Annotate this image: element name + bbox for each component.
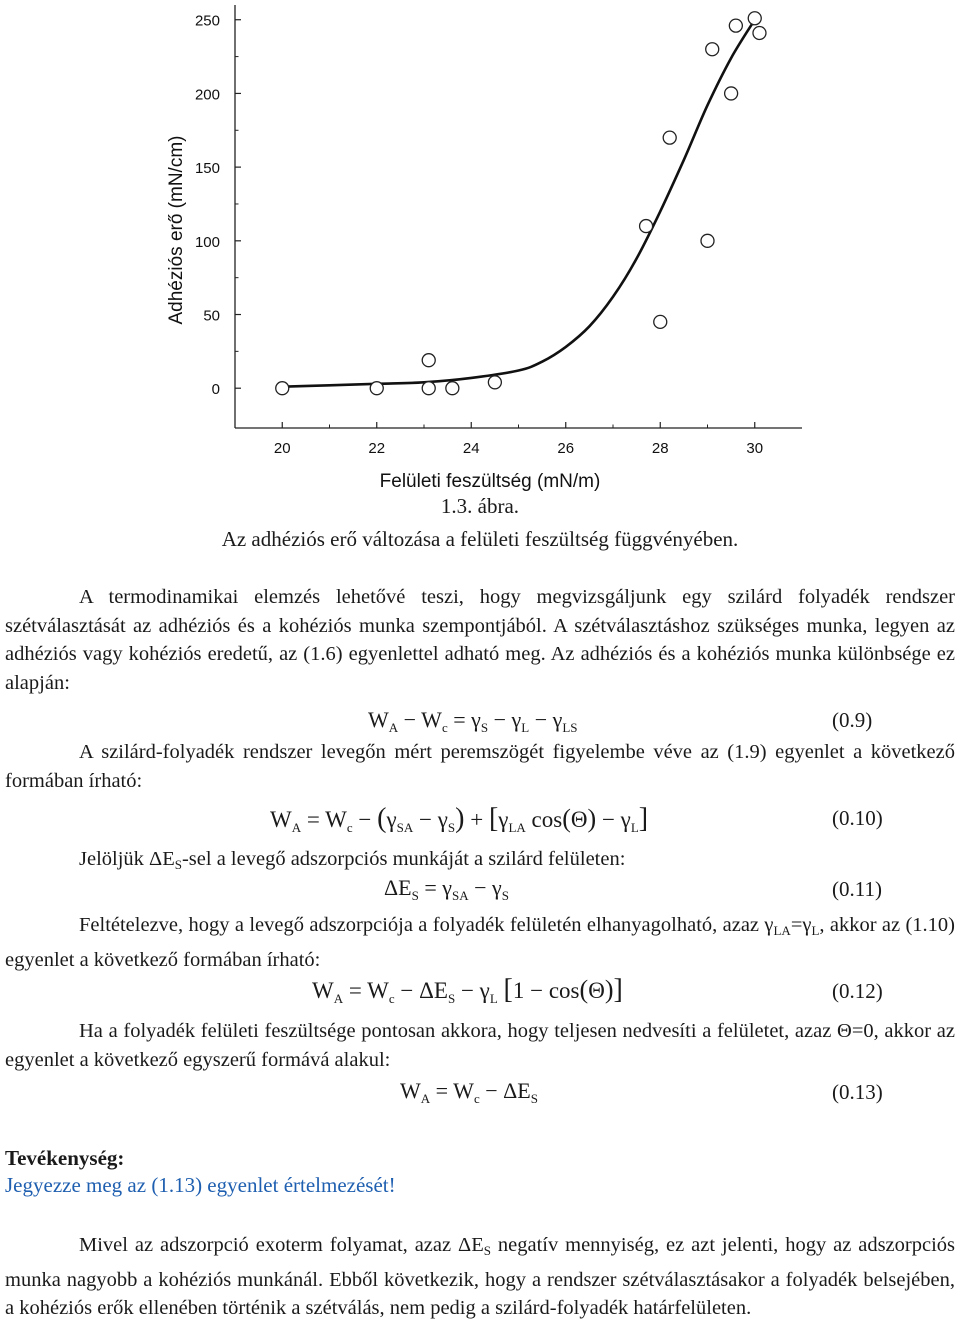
paragraph-6: Mivel az adszorpció exoterm folyamat, azaz $\Delta E_S$ negatív mennyiség, ez azt jelenti, hogy az adszorpciós munka nagyobb a kohéziós munkánál. Ebből következik, hogy a rendszer szétválasztásakor a folyadék belsejében, a kohéziós erők ellenében történik a szétválás, nem pedig a szilárd-folyadék határfelületen. [5, 1234, 956, 1319]
x-tick-label: 22 [368, 440, 386, 457]
x-axis-label: Felületi feszültség (mN/m) [379, 471, 601, 492]
paragraph-5: Ha a folyadék felületi feszültsége pontosan akkora, hogy teljesen nedvesíti a felületet, azaz Θ=0, akkor az egyenlet a következő egyszerű formává alakul: [5, 1020, 955, 1071]
activity-task: Jegyezze meg az (1.13) egyenlet értelmezését! [5, 1173, 396, 1197]
data-point [748, 12, 761, 25]
paragraph-2: A szilárd-folyadék rendszer levegőn mért peremszögét figyelembe véve az (1.9) egyenlet a következő formában írható: [5, 741, 955, 792]
equation-number-0-10: (0.10) [832, 806, 883, 830]
paragraph-1: A termodinamikai elemzés lehetővé teszi, hogy megvizsgáljunk egy szilárd folyadék rendszer szétválasztását az adhéziós és a kohéziós munka szempontjából. A szétválasztáshoz szükséges munka, legyen az adhéziós vagy kohéziós eredetű, az (1.6) egyenlettel adható meg. Az adhéziós és a kohéziós munka különbsége ez alapján: [5, 586, 955, 694]
x-tick-label: 26 [557, 440, 575, 457]
y-tick-label: 50 [203, 307, 220, 325]
data-point [422, 354, 435, 367]
x-tick-label: 20 [273, 440, 291, 457]
paragraph-4: Feltételezve, hogy a levegő adszorpciója a folyadék felületén elhanyagolható, azaz $\gamma_{LA}=\gamma_L$, akkor az (1.10) egyenlet a következő formában írható: [5, 914, 956, 971]
data-point [370, 382, 383, 395]
x-tick-label: 30 [746, 440, 764, 457]
data-point [446, 382, 459, 395]
equation-number-0-13: (0.13) [832, 1080, 883, 1104]
data-point [701, 234, 714, 247]
data-point [276, 382, 289, 395]
equation-number-0-12: (0.12) [832, 979, 883, 1003]
paragraph-3: Jelöljük $\Delta E_S$-sel a levegő adszorpciós munkáját a szilárd felületen: [79, 848, 626, 872]
equation-0-13: $W_A = W_c - \Delta E_S$ [400, 1078, 538, 1106]
adhesion-chart [0, 0, 960, 500]
data-point [729, 19, 742, 32]
y-tick-label: 250 [194, 12, 220, 30]
equation-0-11: $\Delta E_S = \gamma_{SA} - \gamma_S$ [384, 875, 509, 903]
x-tick-label: 28 [651, 440, 669, 457]
data-point [753, 27, 766, 40]
y-tick-label: 150 [194, 160, 220, 178]
figure-number: 1.3. ábra. [440, 494, 520, 518]
data-point [706, 43, 719, 56]
data-point [422, 382, 435, 395]
data-point [488, 376, 501, 389]
equation-number-0-9: (0.9) [832, 708, 873, 732]
data-point [654, 315, 667, 328]
equation-number-0-11: (0.11) [832, 877, 882, 901]
data-points [276, 12, 766, 395]
figure-caption: Az adhéziós erő változása a felületi feszültség függvényében. [221, 527, 739, 551]
equation-0-9: $W_A - W_c = \gamma_S - \gamma_L - \gamma_{LS}$ [368, 707, 578, 735]
equation-0-12: $W_A = W_c - \Delta E_S - \gamma_L$ [1 − cos(Θ)] [312, 974, 623, 1006]
y-tick-label: 200 [194, 86, 220, 104]
data-point [663, 131, 676, 144]
y-tick-label: 0 [211, 381, 220, 399]
chart-axes [235, 5, 802, 428]
fit-curve [282, 20, 755, 387]
data-point [640, 220, 653, 233]
y-tick-label: 100 [194, 233, 220, 251]
x-tick-label: 24 [462, 440, 480, 457]
y-axis-label: Adhéziós erő (mN/cm) [166, 135, 187, 325]
data-point [725, 87, 738, 100]
equation-0-10: $W_A = W_c - (\gamma_{SA} - \gamma_S) + [\gamma_{LA}$ $\cos(\Theta) - \gamma_L$] [270, 803, 649, 835]
activity-heading: Tevékenység: [5, 1146, 125, 1170]
